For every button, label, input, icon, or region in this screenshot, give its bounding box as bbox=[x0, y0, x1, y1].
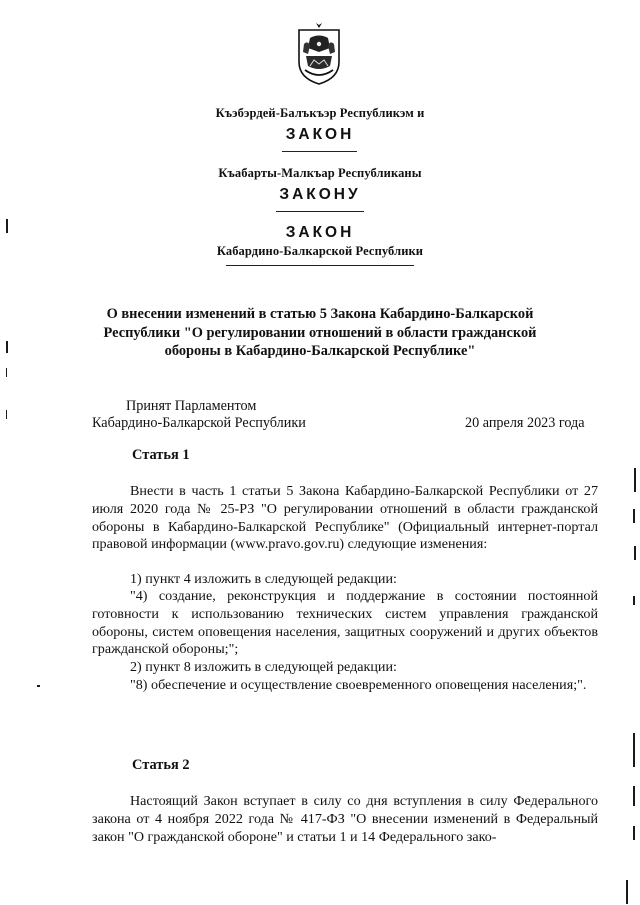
article-1-item-2-text: "8) обеспечение и осуществление своевременного оповещения населения;". bbox=[130, 677, 587, 693]
adopted-parliament-line: Кабардино-Балкарской Республики bbox=[92, 415, 306, 431]
header-rule-2 bbox=[276, 211, 364, 212]
scan-artifact bbox=[633, 786, 635, 806]
scan-artifact bbox=[6, 341, 8, 353]
adoption-date: 20 апреля 2023 года bbox=[465, 415, 585, 431]
russian-law-label: ЗАКОН bbox=[285, 224, 355, 241]
scan-artifact bbox=[6, 219, 8, 233]
article-1-item-1-text: "4) создание, реконструкция и поддержание в состоянии постоянной готовности к использованию технических систем управления гражданской обороны, систем оповещения населения, защитных сооружений и других объектов гражданской обороны;"; bbox=[92, 588, 598, 658]
article-1-intro: Внести в часть 1 статьи 5 Закона Кабардино-Балкарской Республики от 27 июля 2020 года № 25-РЗ "О регулировании отношений в области гражданской обороны в Кабардино-Балкарской Республике" (Официальный интернет-портал правовой информации (www.pravo.gov.ru) следующие изменения: bbox=[92, 483, 598, 553]
scan-artifact bbox=[634, 468, 636, 492]
article-1-item-1: 1) пункт 4 изложить в следующей редакции: bbox=[130, 571, 397, 587]
scan-artifact bbox=[633, 826, 635, 840]
scan-artifact bbox=[6, 368, 7, 377]
adopted-by-line: Принят Парламентом bbox=[126, 398, 257, 414]
scan-artifact bbox=[633, 733, 635, 767]
article-1-item-2: 2) пункт 8 изложить в следующей редакции: bbox=[130, 659, 397, 675]
scan-artifact bbox=[626, 880, 628, 904]
scan-artifact bbox=[634, 546, 636, 560]
kabardian-law-label: ЗАКОН bbox=[285, 126, 355, 143]
coat-of-arms-icon bbox=[296, 22, 342, 86]
balkar-law-label: ЗАКОНУ bbox=[279, 186, 361, 203]
balkar-republic-line: Къабарты-Малкъар Республиканы bbox=[218, 166, 422, 180]
article-2-text: Настоящий Закон вступает в силу со дня вступления в силу Федерального закона от 4 ноября 2022 года № 417-ФЗ "О внесении изменений в Федеральный закон "О гражданской обороне" и статьи 1 и 14 Федерального зако- bbox=[92, 793, 598, 845]
header-rule-3 bbox=[226, 265, 414, 266]
header-rule-1 bbox=[282, 151, 357, 152]
scan-artifact bbox=[633, 596, 635, 605]
scan-artifact bbox=[37, 685, 40, 687]
law-title: О внесении изменений в статью 5 Закона Кабардино-Балкарской Республики "О регулировании отношений в области гражданской обороны в Кабардино-Балкарской Республике" bbox=[103, 306, 537, 359]
russian-republic-line: Кабардино-Балкарской Республики bbox=[216, 244, 424, 258]
article-1-heading: Статья 1 bbox=[132, 447, 190, 463]
kabardian-republic-line: Къэбэрдей-Балъкъэр Республикэм и bbox=[215, 106, 425, 120]
scan-artifact bbox=[633, 509, 635, 523]
article-2-heading: Статья 2 bbox=[132, 757, 190, 773]
scan-artifact bbox=[6, 410, 7, 419]
